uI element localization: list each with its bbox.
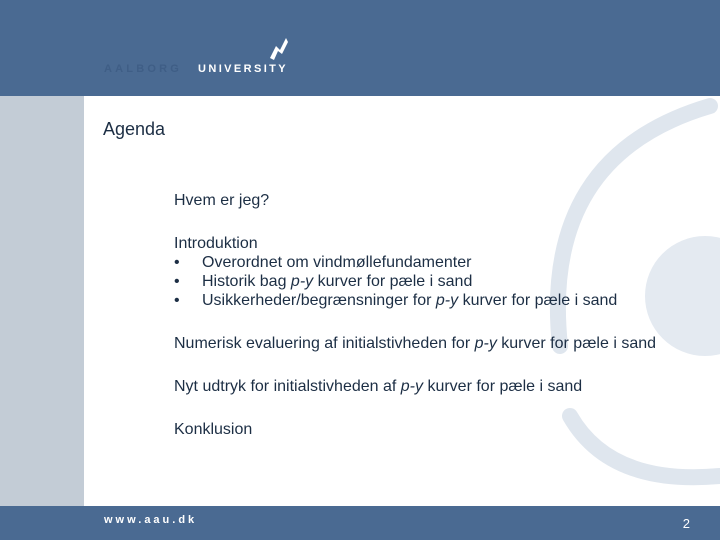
slide-title: Agenda	[103, 119, 166, 139]
bullet-text: Overordnet om vindmøllefundamenter	[202, 254, 472, 271]
agenda-content	[174, 191, 694, 463]
item-text: Nyt udtryk for initialstivheden af	[174, 378, 401, 395]
bullet-dot: •	[174, 292, 180, 309]
bullet-text-rest: kurver for pæle i sand	[458, 292, 618, 309]
bullet-list	[174, 253, 694, 310]
bullet-text-rest: kurver for pæle i sand	[313, 273, 473, 290]
agenda-item-5: Konklusion	[174, 421, 253, 438]
logo-prefix: AALBORG	[104, 63, 183, 75]
university-logo	[104, 36, 314, 76]
left-band	[0, 96, 84, 506]
item-text-rest: kurver for pæle i sand	[496, 335, 657, 352]
bullet-item	[174, 253, 694, 272]
bullet-term: p-y	[435, 292, 459, 309]
agenda-item-2	[174, 234, 694, 310]
bullet-dot: •	[174, 254, 180, 271]
item-text: Numerisk evaluering af initialstivheden for	[174, 335, 475, 352]
agenda-item-4	[174, 377, 694, 396]
bullet-term: p-y	[290, 273, 314, 290]
bird-logo-icon	[266, 36, 292, 62]
bullet-text: Usikkerheder/begrænsninger for	[202, 292, 436, 309]
agenda-item-2-heading: Introduktion	[174, 235, 258, 252]
bullet-item	[174, 291, 694, 310]
bullet-text: Historik bag	[202, 273, 291, 290]
footer-url: www.aau.dk	[104, 514, 198, 526]
agenda-item-1: Hvem er jeg?	[174, 192, 270, 209]
agenda-item-3	[174, 334, 694, 353]
logo-word: UNIVERSITY	[198, 63, 289, 75]
page-number: 2	[682, 516, 690, 531]
bullet-item	[174, 272, 694, 291]
item-text-rest: kurver for pæle i sand	[423, 378, 583, 395]
bullet-dot: •	[174, 273, 180, 290]
item-term: p-y	[474, 335, 497, 352]
item-term: p-y	[400, 378, 423, 395]
